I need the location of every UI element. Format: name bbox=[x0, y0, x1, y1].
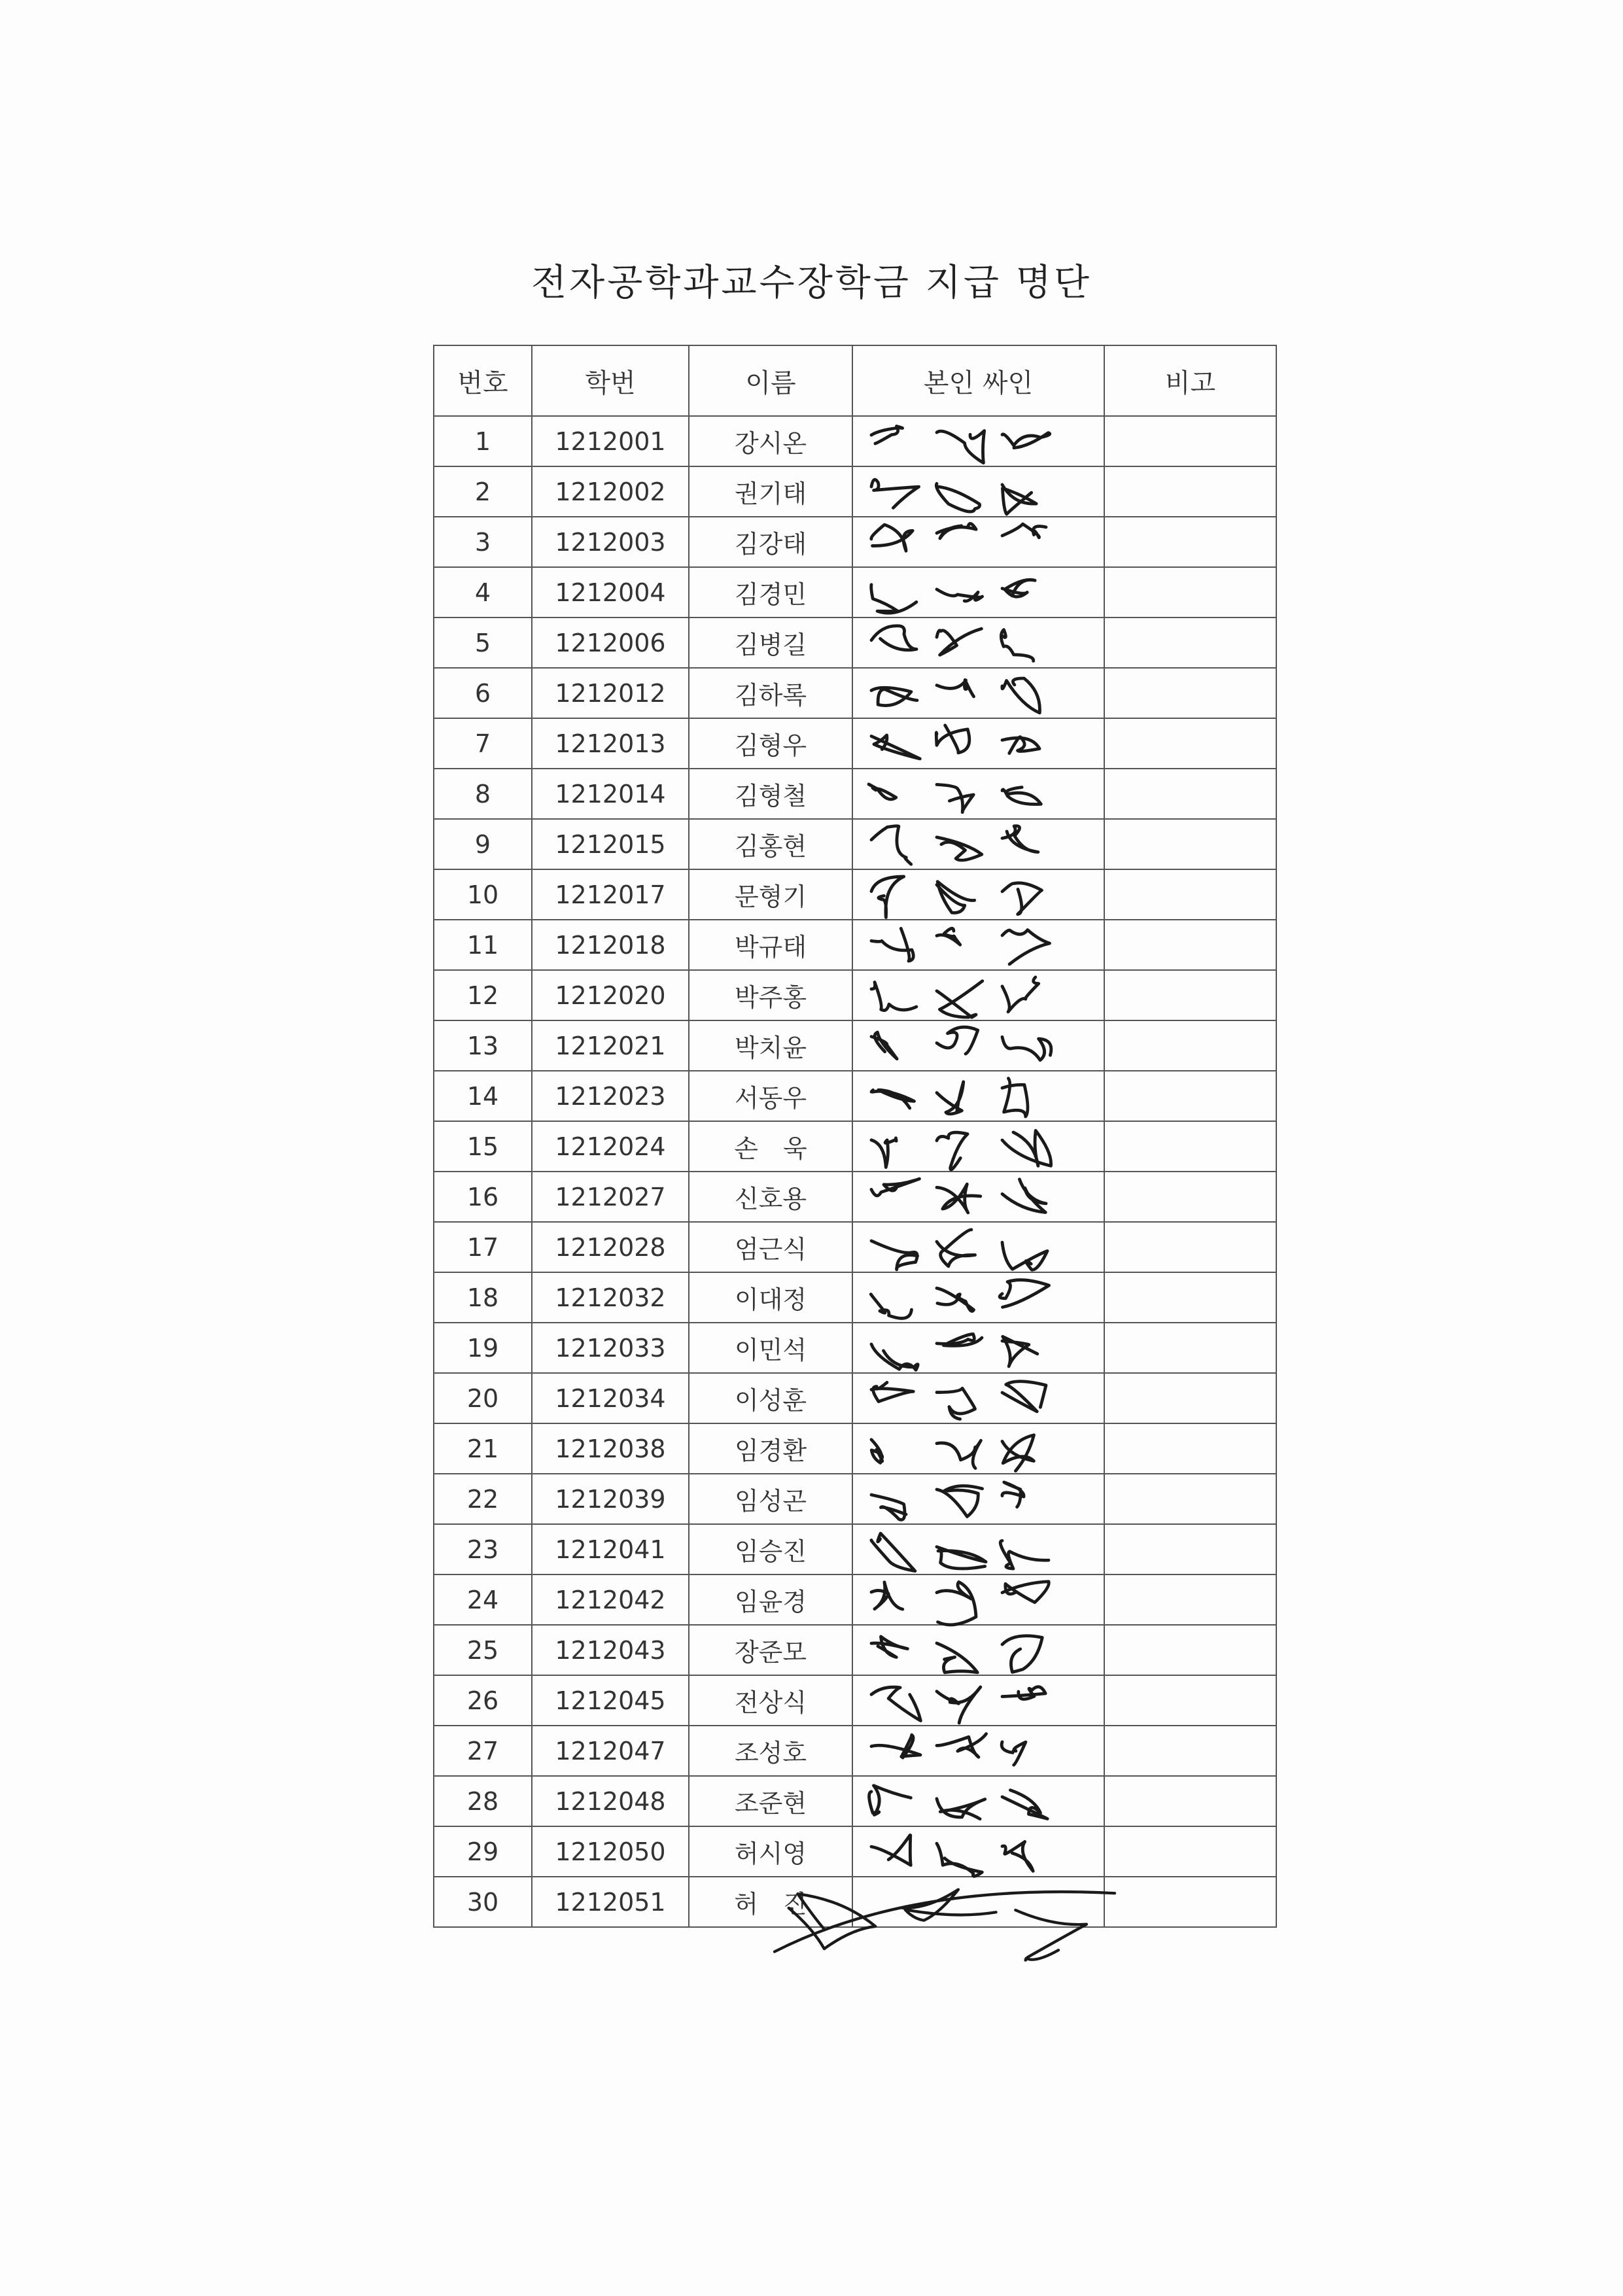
student-id-cell: 1212027 bbox=[532, 1172, 689, 1222]
student-id-cell: 1212041 bbox=[532, 1524, 689, 1574]
name-cell: 허시영 bbox=[689, 1826, 852, 1877]
no-cell: 5 bbox=[434, 617, 532, 668]
table-row bbox=[434, 1776, 1276, 1826]
remarks-cell bbox=[1104, 1726, 1276, 1776]
remarks-cell bbox=[1104, 718, 1276, 769]
no-cell: 9 bbox=[434, 819, 532, 869]
signature-cell bbox=[852, 517, 1104, 567]
table-row bbox=[434, 1877, 1276, 1927]
signature-stroke bbox=[871, 1334, 1038, 1370]
remarks-cell bbox=[1104, 1776, 1276, 1826]
no-cell: 6 bbox=[434, 668, 532, 718]
name-cell: 이민석 bbox=[689, 1323, 852, 1373]
name-cell: 김형우 bbox=[689, 718, 852, 769]
signature-cell bbox=[852, 819, 1104, 869]
student-id-cell: 1212015 bbox=[532, 819, 689, 869]
student-id-cell: 1212018 bbox=[532, 920, 689, 970]
name-cell: 임경환 bbox=[689, 1423, 852, 1474]
remarks-cell bbox=[1104, 617, 1276, 668]
name-cell: 신호용 bbox=[689, 1172, 852, 1222]
remarks-cell bbox=[1104, 1121, 1276, 1172]
remarks-cell bbox=[1104, 1675, 1276, 1726]
name-cell: 김형철 bbox=[689, 769, 852, 819]
student-id-cell: 1212020 bbox=[532, 970, 689, 1020]
remarks-cell bbox=[1104, 1826, 1276, 1877]
signature-stroke bbox=[871, 426, 1050, 463]
signature-cell bbox=[852, 1272, 1104, 1323]
no-cell: 14 bbox=[434, 1071, 532, 1121]
table-row bbox=[434, 1121, 1276, 1172]
remarks-cell bbox=[1104, 1323, 1276, 1373]
signature-cell bbox=[852, 567, 1104, 617]
student-id-cell: 1212033 bbox=[532, 1323, 689, 1373]
signature-cell bbox=[852, 920, 1104, 970]
no-cell: 19 bbox=[434, 1323, 532, 1373]
table-row bbox=[434, 416, 1276, 466]
header-signature: 본인 싸인 bbox=[852, 345, 1104, 416]
no-cell: 10 bbox=[434, 869, 532, 920]
signature-stroke bbox=[871, 580, 1035, 613]
student-id-cell: 1212024 bbox=[532, 1121, 689, 1172]
student-id-cell: 1212043 bbox=[532, 1625, 689, 1675]
no-cell: 24 bbox=[434, 1574, 532, 1625]
signature-cell bbox=[852, 668, 1104, 718]
student-id-cell: 1212014 bbox=[532, 769, 689, 819]
name-cell: 조준현 bbox=[689, 1776, 852, 1826]
table-row bbox=[434, 1373, 1276, 1423]
remarks-cell bbox=[1104, 1222, 1276, 1272]
signature-cell bbox=[852, 769, 1104, 819]
signature-stroke bbox=[871, 1280, 1049, 1319]
student-id-cell: 1212002 bbox=[532, 466, 689, 517]
signature-stroke bbox=[869, 784, 1041, 812]
signature-stroke bbox=[871, 826, 1038, 865]
signature-stroke bbox=[871, 1230, 1047, 1270]
header-remarks: 비고 bbox=[1104, 345, 1276, 416]
table-row bbox=[434, 668, 1276, 718]
name-cell: 엄근식 bbox=[689, 1222, 852, 1272]
no-cell: 12 bbox=[434, 970, 532, 1020]
name-cell: 김하록 bbox=[689, 668, 852, 718]
signature-stroke bbox=[871, 977, 1039, 1017]
signature-stroke bbox=[871, 1533, 1049, 1571]
no-cell: 13 bbox=[434, 1020, 532, 1071]
signature-stroke bbox=[871, 928, 1050, 964]
signature-cell bbox=[852, 1574, 1104, 1625]
table-row bbox=[434, 1222, 1276, 1272]
header-row bbox=[434, 345, 1276, 416]
student-id-cell: 1212042 bbox=[532, 1574, 689, 1625]
signature-cell bbox=[852, 718, 1104, 769]
no-cell: 16 bbox=[434, 1172, 532, 1222]
table-row bbox=[434, 1574, 1276, 1625]
remarks-cell bbox=[1104, 567, 1276, 617]
student-id-cell: 1212013 bbox=[532, 718, 689, 769]
signature-cell bbox=[852, 1524, 1104, 1574]
name-cell: 이대정 bbox=[689, 1272, 852, 1323]
table-row bbox=[434, 1726, 1276, 1776]
remarks-cell bbox=[1104, 517, 1276, 567]
signature-stroke bbox=[871, 1734, 1026, 1765]
name-cell: 박규태 bbox=[689, 920, 852, 970]
handwritten-signature bbox=[775, 1870, 1115, 1981]
signature-stroke bbox=[871, 1636, 1042, 1673]
signature-stroke bbox=[871, 725, 1039, 759]
remarks-cell bbox=[1104, 1020, 1276, 1071]
name-cell: 김경민 bbox=[689, 567, 852, 617]
table-row bbox=[434, 567, 1276, 617]
no-cell: 8 bbox=[434, 769, 532, 819]
remarks-cell bbox=[1104, 869, 1276, 920]
signature-stroke bbox=[871, 877, 1042, 917]
signature-cell bbox=[852, 1071, 1104, 1121]
name-cell: 김병길 bbox=[689, 617, 852, 668]
student-id-cell: 1212047 bbox=[532, 1726, 689, 1776]
student-id-cell: 1212039 bbox=[532, 1474, 689, 1524]
scholarship-roster-table bbox=[433, 345, 1277, 1928]
remarks-cell bbox=[1104, 1423, 1276, 1474]
name-cell: 문형기 bbox=[689, 869, 852, 920]
signature-stroke bbox=[871, 1382, 1046, 1419]
signature-cell bbox=[852, 416, 1104, 466]
remarks-cell bbox=[1104, 416, 1276, 466]
table-row bbox=[434, 1323, 1276, 1373]
name-cell: 박치윤 bbox=[689, 1020, 852, 1071]
student-id-cell: 1212038 bbox=[532, 1423, 689, 1474]
signature-cell bbox=[852, 617, 1104, 668]
no-cell: 15 bbox=[434, 1121, 532, 1172]
header-name: 이름 bbox=[689, 345, 852, 416]
student-id-cell: 1212017 bbox=[532, 869, 689, 920]
remarks-cell bbox=[1104, 1172, 1276, 1222]
signature-stroke bbox=[871, 1027, 1051, 1060]
student-id-cell: 1212050 bbox=[532, 1826, 689, 1877]
remarks-cell bbox=[1104, 1373, 1276, 1423]
name-cell: 손 욱 bbox=[689, 1121, 852, 1172]
table-row bbox=[434, 920, 1276, 970]
no-cell: 27 bbox=[434, 1726, 532, 1776]
student-id-cell: 1212051 bbox=[532, 1877, 689, 1927]
remarks-cell bbox=[1104, 466, 1276, 517]
remarks-cell bbox=[1104, 769, 1276, 819]
signature-cell bbox=[852, 1625, 1104, 1675]
remarks-cell bbox=[1104, 1574, 1276, 1625]
student-id-cell: 1212012 bbox=[532, 668, 689, 718]
no-cell: 1 bbox=[434, 416, 532, 466]
student-id-cell: 1212032 bbox=[532, 1272, 689, 1323]
signature-cell bbox=[852, 1020, 1104, 1071]
signature-cell bbox=[852, 466, 1104, 517]
signature-stroke bbox=[775, 1890, 1115, 1960]
table-row bbox=[434, 1675, 1276, 1726]
name-cell: 장준모 bbox=[689, 1625, 852, 1675]
signature-stroke bbox=[871, 1079, 1028, 1117]
table-row bbox=[434, 769, 1276, 819]
signature-stroke bbox=[869, 1786, 1048, 1819]
table-row bbox=[434, 1423, 1276, 1474]
signature-cell bbox=[852, 1222, 1104, 1272]
no-cell: 29 bbox=[434, 1826, 532, 1877]
header-student-id: 학번 bbox=[532, 345, 689, 416]
no-cell: 4 bbox=[434, 567, 532, 617]
signature-stroke bbox=[871, 626, 1034, 661]
remarks-cell bbox=[1104, 1877, 1276, 1927]
signature-cell bbox=[852, 1423, 1104, 1474]
student-id-cell: 1212001 bbox=[532, 416, 689, 466]
name-cell: 임성곤 bbox=[689, 1474, 852, 1524]
student-id-cell: 1212004 bbox=[532, 567, 689, 617]
signature-cell bbox=[852, 1726, 1104, 1776]
name-cell: 허 진 bbox=[689, 1877, 852, 1927]
name-cell: 김강태 bbox=[689, 517, 852, 567]
signature-stroke bbox=[871, 1435, 1034, 1471]
student-id-cell: 1212045 bbox=[532, 1675, 689, 1726]
no-cell: 18 bbox=[434, 1272, 532, 1323]
no-cell: 30 bbox=[434, 1877, 532, 1927]
page-title: 전자공학과교수장학금 지급 명단 bbox=[531, 262, 1092, 304]
no-cell: 17 bbox=[434, 1222, 532, 1272]
no-cell: 11 bbox=[434, 920, 532, 970]
no-cell: 21 bbox=[434, 1423, 532, 1474]
remarks-cell bbox=[1104, 1524, 1276, 1574]
table-row bbox=[434, 869, 1276, 920]
name-cell: 서동우 bbox=[689, 1071, 852, 1121]
remarks-cell bbox=[1104, 668, 1276, 718]
remarks-cell bbox=[1104, 1625, 1276, 1675]
no-cell: 7 bbox=[434, 718, 532, 769]
signature-cell bbox=[852, 869, 1104, 920]
signature-cell bbox=[852, 1877, 1104, 1927]
table-row bbox=[434, 1172, 1276, 1222]
signature-stroke bbox=[871, 1582, 1049, 1625]
name-cell: 강시온 bbox=[689, 416, 852, 466]
name-cell: 조성호 bbox=[689, 1726, 852, 1776]
remarks-cell bbox=[1104, 970, 1276, 1020]
table-row bbox=[434, 970, 1276, 1020]
name-cell: 전상식 bbox=[689, 1675, 852, 1726]
remarks-cell bbox=[1104, 1474, 1276, 1524]
no-cell: 23 bbox=[434, 1524, 532, 1574]
table-row bbox=[434, 1071, 1276, 1121]
name-cell: 임승진 bbox=[689, 1524, 852, 1574]
table-body bbox=[434, 416, 1276, 1927]
signature-cell bbox=[852, 1675, 1104, 1726]
signature-stroke bbox=[871, 1130, 1051, 1170]
name-cell: 김홍현 bbox=[689, 819, 852, 869]
remarks-cell bbox=[1104, 819, 1276, 869]
remarks-cell bbox=[1104, 920, 1276, 970]
no-cell: 20 bbox=[434, 1373, 532, 1423]
signature-cell bbox=[852, 970, 1104, 1020]
table-row bbox=[434, 1020, 1276, 1071]
no-cell: 3 bbox=[434, 517, 532, 567]
student-id-cell: 1212034 bbox=[532, 1373, 689, 1423]
student-id-cell: 1212048 bbox=[532, 1776, 689, 1826]
signature-stroke bbox=[871, 1179, 1046, 1213]
signature-stroke bbox=[871, 1687, 1045, 1723]
signature-cell bbox=[852, 1474, 1104, 1524]
table-row bbox=[434, 819, 1276, 869]
student-id-cell: 1212003 bbox=[532, 517, 689, 567]
signature-stroke bbox=[871, 678, 1039, 713]
table-row bbox=[434, 718, 1276, 769]
signature-cell bbox=[852, 1373, 1104, 1423]
header-no: 번호 bbox=[434, 345, 532, 416]
name-cell: 박주홍 bbox=[689, 970, 852, 1020]
signature-stroke bbox=[871, 479, 1036, 514]
no-cell: 25 bbox=[434, 1625, 532, 1675]
no-cell: 26 bbox=[434, 1675, 532, 1726]
signature-stroke bbox=[871, 1482, 1024, 1520]
table-row bbox=[434, 1474, 1276, 1524]
table-row bbox=[434, 517, 1276, 567]
no-cell: 22 bbox=[434, 1474, 532, 1524]
student-id-cell: 1212006 bbox=[532, 617, 689, 668]
no-cell: 2 bbox=[434, 466, 532, 517]
student-id-cell: 1212028 bbox=[532, 1222, 689, 1272]
table-header bbox=[434, 345, 1276, 416]
signature-stroke bbox=[871, 523, 1046, 551]
remarks-cell bbox=[1104, 1071, 1276, 1121]
no-cell: 28 bbox=[434, 1776, 532, 1826]
table-row bbox=[434, 617, 1276, 668]
name-cell: 이성훈 bbox=[689, 1373, 852, 1423]
table-row bbox=[434, 1625, 1276, 1675]
signature-cell bbox=[852, 1172, 1104, 1222]
signature-cell bbox=[852, 1323, 1104, 1373]
name-cell: 권기태 bbox=[689, 466, 852, 517]
remarks-cell bbox=[1104, 1272, 1276, 1323]
name-cell: 임윤경 bbox=[689, 1574, 852, 1625]
student-id-cell: 1212021 bbox=[532, 1020, 689, 1071]
table-row bbox=[434, 1524, 1276, 1574]
signature-cell bbox=[852, 1776, 1104, 1826]
table-row bbox=[434, 1272, 1276, 1323]
signature-cell bbox=[852, 1121, 1104, 1172]
student-id-cell: 1212023 bbox=[532, 1071, 689, 1121]
table-row bbox=[434, 466, 1276, 517]
